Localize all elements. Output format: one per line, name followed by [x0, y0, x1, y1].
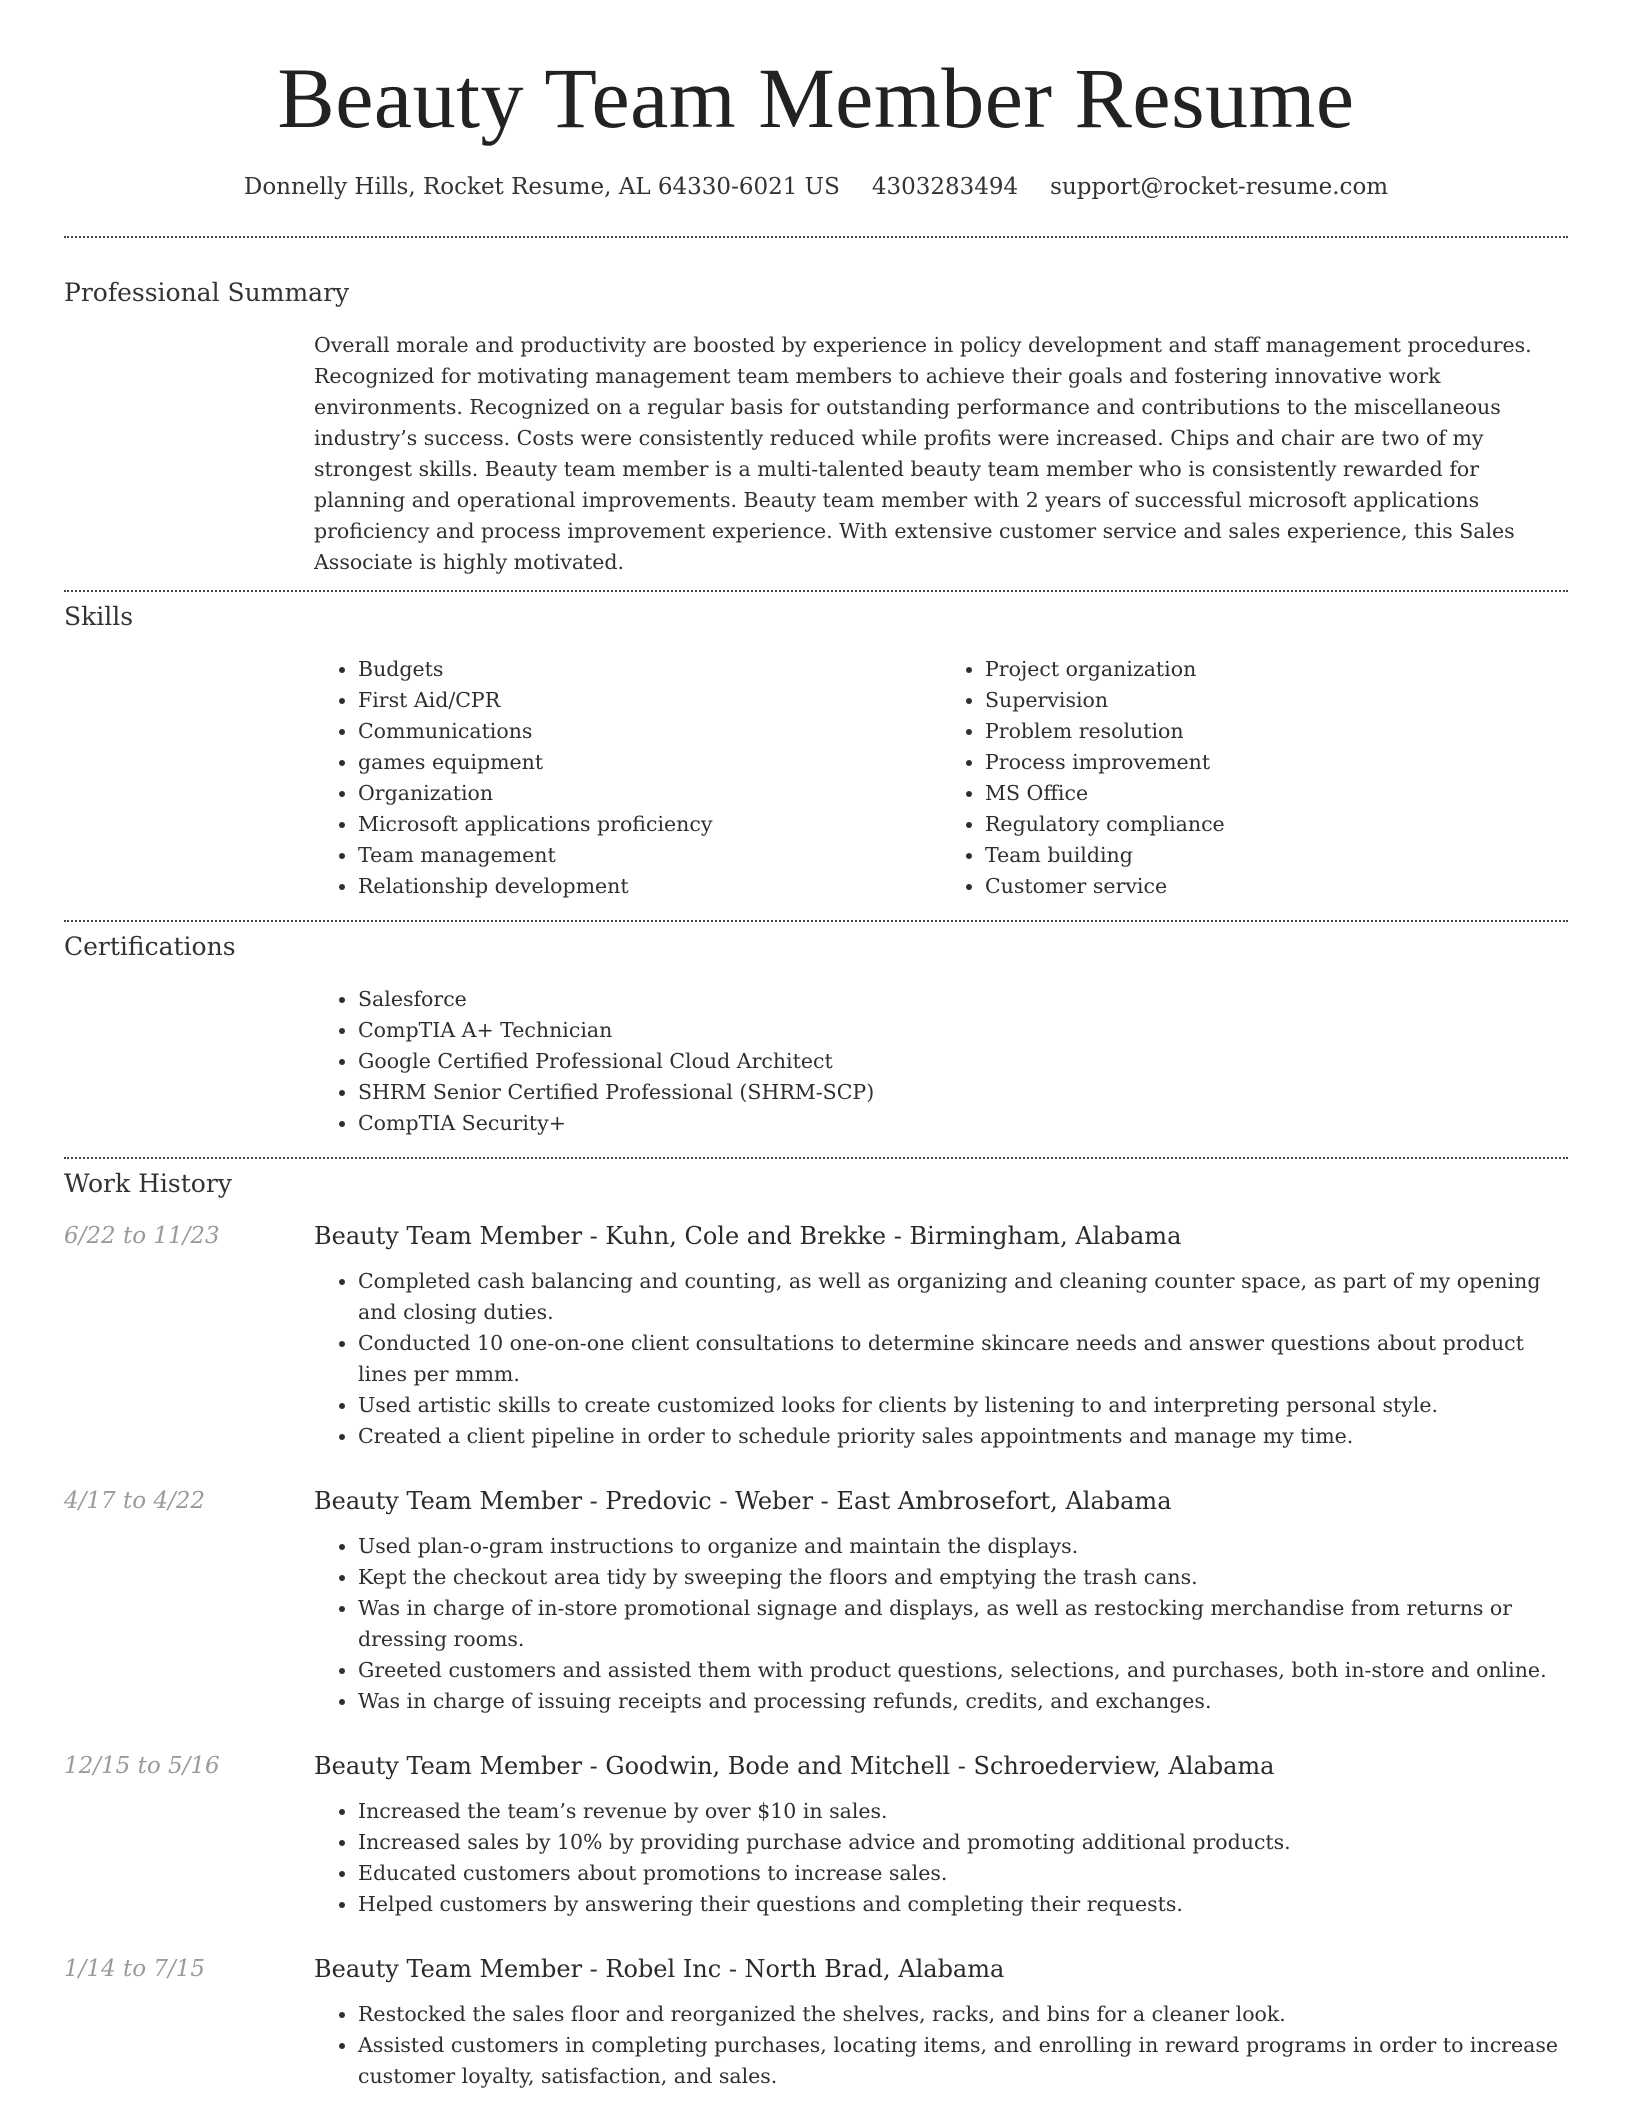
- list-item: • MS Office: [985, 778, 1568, 809]
- list-item: • Assisted customers in completing purchases, locating items, and enrolling in reward programs in order to increase customer loyalty, satisfaction, and sales.: [358, 2030, 1568, 2092]
- list-item: • Used artistic skills to create customized looks for clients by listening to and interpreting personal style.: [358, 1390, 1568, 1421]
- summary-text: Overall morale and productivity are boosted by experience in policy development and staff management procedures. Recognized for motivating management team members to achieve their goals and fostering innovative work environments. Recognized on a regular basis for outstanding performance and contributions to the miscellaneous industry’s success. Costs were consistently reduced while profits were increased. Chips and chair are two of my strongest skills. Beauty team member is a multi-talented beauty team member who is consistently rewarded for planning and operational improvements. Beauty team member with 2 years of successful microsoft applications proficiency and process improvement experience. With extensive customer service and sales experience, this Sales Associate is highly motivated.: [314, 333, 1532, 574]
- list-item: • Communications: [358, 716, 941, 747]
- list-item: • Restocked the sales floor and reorganized the shelves, racks, and bins for a cleaner look.: [358, 1999, 1568, 2030]
- job-entry: [64, 1953, 1568, 2092]
- list-item: • Increased the team’s revenue by over $10 in sales.: [358, 1796, 1568, 1827]
- list-item: • Educated customers about promotions to increase sales.: [358, 1858, 1568, 1889]
- list-item: • Relationship development: [358, 871, 941, 902]
- job-entry: [64, 1220, 1568, 1452]
- job-bullets: [314, 1796, 1568, 1920]
- job-dates: 6/22 to 11/23: [64, 1223, 220, 1249]
- job-bullets: [314, 1531, 1568, 1717]
- list-item: • Salesforce: [358, 984, 1568, 1015]
- contact-email: support@rocket-resume.com: [1050, 174, 1389, 200]
- list-item: • Supervision: [985, 685, 1568, 716]
- section-title-certifications: Certifications: [64, 932, 236, 961]
- job-bullets: [314, 1266, 1568, 1452]
- list-item: • CompTIA A+ Technician: [358, 1015, 1568, 1046]
- contact-line: [0, 174, 1632, 200]
- list-item: • Budgets: [358, 654, 941, 685]
- contact-address: Donnelly Hills, Rocket Resume, AL 64330-6021 US: [243, 174, 840, 200]
- list-item: • Greeted customers and assisted them with product questions, selections, and purchases, both in-store and online.: [358, 1655, 1568, 1686]
- section-title-skills: Skills: [64, 602, 134, 631]
- list-item: • Team building: [985, 840, 1568, 871]
- skills-section: [0, 592, 1632, 902]
- resume-header: [0, 0, 1632, 200]
- list-item: • Was in charge of issuing receipts and processing refunds, credits, and exchanges.: [358, 1686, 1568, 1717]
- skills-list-right: [941, 654, 1568, 902]
- list-item: • Regulatory compliance: [985, 809, 1568, 840]
- list-item: • Customer service: [985, 871, 1568, 902]
- list-item: • Organization: [358, 778, 941, 809]
- list-item: • Used plan-o-gram instructions to organize and maintain the displays.: [358, 1531, 1568, 1562]
- list-item: • Project organization: [985, 654, 1568, 685]
- summary-section: [0, 238, 1632, 578]
- skills-list-left: [314, 654, 941, 902]
- job-title: Beauty Team Member - Kuhn, Cole and Brekke - Birmingham, Alabama: [314, 1222, 1182, 1250]
- list-item: • CompTIA Security+: [358, 1108, 1568, 1139]
- job-entry: [64, 1485, 1568, 1717]
- job-title: Beauty Team Member - Goodwin, Bode and Mitchell - Schroederview, Alabama: [314, 1752, 1275, 1780]
- list-item: • Created a client pipeline in order to schedule priority sales appointments and manage my time.: [358, 1421, 1568, 1452]
- list-item: • First Aid/CPR: [358, 685, 941, 716]
- list-item: • Helped customers by answering their questions and completing their requests.: [358, 1889, 1568, 1920]
- contact-phone: 4303283494: [871, 174, 1019, 200]
- list-item: • Conducted 10 one-on-one client consultations to determine skincare needs and answer questions about product lines per mmm.: [358, 1328, 1568, 1390]
- list-item: • Was in charge of in-store promotional signage and displays, as well as restocking merchandise from returns or dressing rooms.: [358, 1593, 1568, 1655]
- job-dates: 1/14 to 7/15: [64, 1956, 206, 1982]
- work-history-section: [0, 1159, 1632, 2092]
- list-item: • Google Certified Professional Cloud Architect: [358, 1046, 1568, 1077]
- certifications-list: [314, 984, 1568, 1139]
- job-title: Beauty Team Member - Robel Inc - North Brad, Alabama: [314, 1955, 1005, 1983]
- job-entry: [64, 1750, 1568, 1920]
- list-item: • Completed cash balancing and counting, as well as organizing and cleaning counter space, as part of my opening and closing duties.: [358, 1266, 1568, 1328]
- list-item: • SHRM Senior Certified Professional (SHRM-SCP): [358, 1077, 1568, 1108]
- list-item: • Microsoft applications proficiency: [358, 809, 941, 840]
- page-title: Beauty Team Member Resume: [277, 50, 1355, 146]
- job-bullets: [314, 1999, 1568, 2092]
- certifications-section: [0, 922, 1632, 1139]
- list-item: • Problem resolution: [985, 716, 1568, 747]
- list-item: • Kept the checkout area tidy by sweeping the floors and emptying the trash cans.: [358, 1562, 1568, 1593]
- job-title: Beauty Team Member - Predovic - Weber - East Ambrosefort, Alabama: [314, 1487, 1172, 1515]
- section-title-work-history: Work History: [64, 1169, 232, 1198]
- job-dates: 12/15 to 5/16: [64, 1753, 220, 1779]
- list-item: • Process improvement: [985, 747, 1568, 778]
- list-item: • games equipment: [358, 747, 941, 778]
- job-dates: 4/17 to 4/22: [64, 1488, 206, 1514]
- list-item: • Increased sales by 10% by providing purchase advice and promoting additional products.: [358, 1827, 1568, 1858]
- section-title-summary: Professional Summary: [64, 278, 350, 307]
- list-item: • Team management: [358, 840, 941, 871]
